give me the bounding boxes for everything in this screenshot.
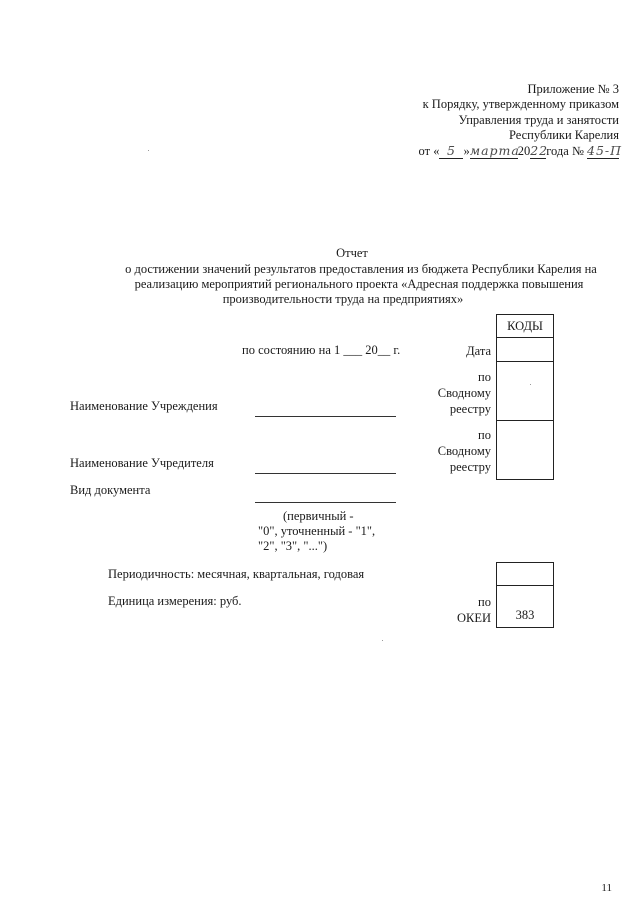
document-type-hint-line-2: "0", уточненный - "1",	[258, 524, 376, 538]
appendix-department: Управления труда и занятости	[458, 113, 619, 127]
registry-code-cell-1[interactable]	[496, 361, 554, 421]
codes-header: КОДЫ	[507, 319, 543, 333]
date-month-handwritten: марта	[469, 143, 520, 158]
report-title-line-3: производительности труда на предприятиях»	[222, 292, 464, 306]
date-day-handwritten: 5	[439, 143, 463, 159]
scan-speck	[382, 640, 383, 641]
scan-speck	[530, 384, 531, 385]
registry-label-2-line-3: реестру	[449, 460, 491, 474]
document-type-line[interactable]	[255, 502, 396, 503]
report-title-line-2: реализацию мероприятий регионального проекта «Адресная поддержка повышения	[134, 277, 584, 291]
document-type-hint-line-3: "2", "3", "...")	[258, 539, 328, 553]
registry-label-1-line-2: Сводному	[437, 386, 491, 400]
institution-name-line[interactable]	[255, 416, 396, 417]
report-heading: Отчет	[336, 246, 368, 260]
appendix-date-line	[418, 143, 623, 159]
periodicity-code-cell[interactable]	[496, 562, 554, 586]
appendix-republic: Республики Карелия	[508, 128, 619, 142]
document-type-hint-line-1: (первичный -	[283, 509, 354, 523]
order-number-handwritten: 45-П	[587, 143, 623, 158]
report-title-line-1: о достижении значений результатов предоставления из бюджета Республики Карелия на	[125, 262, 597, 276]
appendix-number: Приложение № 3	[527, 82, 619, 96]
date-suffix: года №	[546, 144, 584, 158]
date-label: Дата	[466, 344, 491, 358]
founder-name-line[interactable]	[255, 473, 396, 474]
codes-header-cell	[496, 314, 554, 338]
document-type-label: Вид документа	[70, 483, 151, 497]
page-number: 11	[601, 882, 612, 894]
date-year-prefix: 20	[517, 144, 531, 158]
registry-label-1-line-3: реестру	[449, 402, 491, 416]
scan-speck	[148, 150, 149, 151]
okei-label-line-1: по	[478, 595, 491, 609]
periodicity-text: Периодичность: месячная, квартальная, годовая	[108, 567, 365, 581]
date-year-handwritten: 22	[530, 143, 549, 158]
as-of-date: по состоянию на 1 ___ 20__ г.	[242, 343, 401, 357]
institution-name-label: Наименование Учреждения	[70, 399, 218, 413]
appendix-order-ref: к Порядку, утвержденному приказом	[422, 97, 619, 111]
date-mid: »	[463, 144, 470, 158]
registry-label-2-line-1: по	[478, 428, 491, 442]
registry-label-1-line-1: по	[478, 370, 491, 384]
unit-text: Единица измерения: руб.	[108, 594, 242, 608]
registry-label-2-line-2: Сводному	[437, 444, 491, 458]
founder-name-label: Наименование Учредителя	[70, 456, 214, 470]
okei-code-value: 383	[515, 608, 535, 622]
date-prefix: от «	[418, 144, 440, 158]
okei-label-line-2: ОКЕИ	[456, 611, 491, 625]
date-code-cell[interactable]	[496, 337, 554, 362]
registry-code-cell-2[interactable]	[496, 420, 554, 480]
okei-code-cell	[496, 585, 554, 628]
